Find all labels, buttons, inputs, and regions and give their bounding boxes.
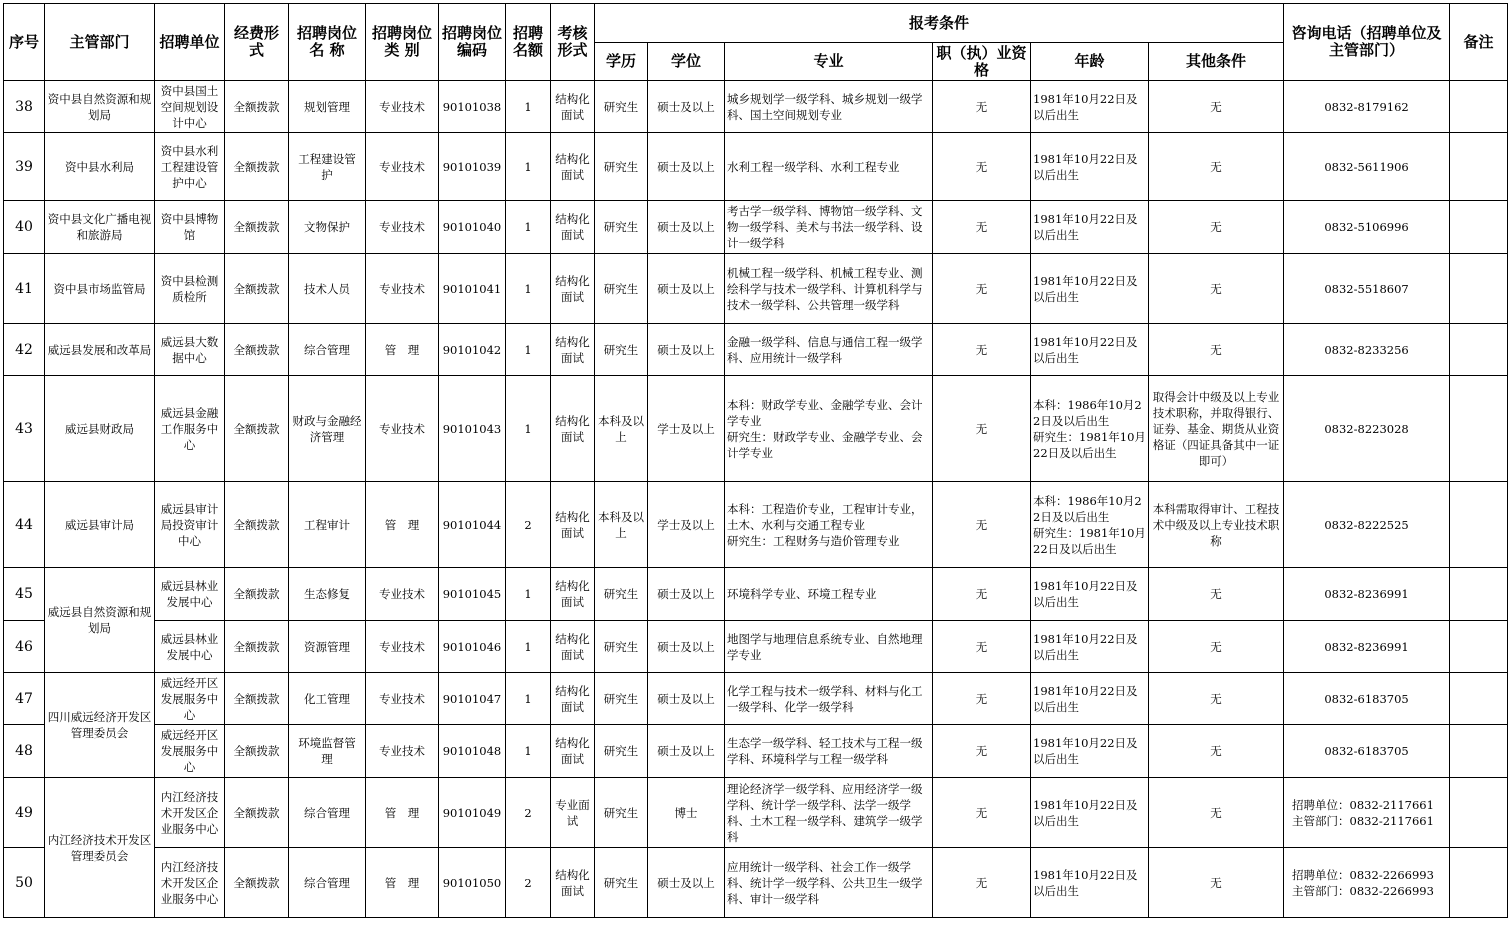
table-row [4,201,1508,254]
quota-cell: 1 [506,201,551,254]
funding-cell: 全额拨款 [225,324,289,376]
remark-cell [1450,376,1508,482]
unit-cell: 威远经开区发展服务中心 [155,673,225,725]
funding-cell: 全额拨款 [225,81,289,133]
degree-cell: 硕士及以上 [648,324,725,376]
post-code-cell: 90101041 [439,254,506,324]
quota-cell: 2 [506,482,551,568]
post-name-cell: 技术人员 [289,254,366,324]
other-cell: 无 [1149,81,1284,133]
dept-cell: 四川威远经济开发区管理委员会 [45,673,155,778]
education-cell: 本科及以上 [595,376,648,482]
dept-cell: 资中县自然资源和规划局 [45,81,155,133]
recruitment-table [3,3,1508,918]
phone-cell: 0832-8222525 [1284,482,1450,568]
other-cell: 取得会计中级及以上专业技术职称，并取得银行、证券、基金、期货从业资格证（四证具备其中一证即可） [1149,376,1284,482]
age-cell: 1981年10月22日及以后出生 [1031,673,1149,725]
other-cell: 无 [1149,848,1284,918]
education-cell: 研究生 [595,201,648,254]
header-exam: 考核形式 [551,4,595,81]
phone-cell: 0832-5518607 [1284,254,1450,324]
education-cell: 研究生 [595,725,648,778]
major-cell: 水利工程一级学科、水利工程专业 [725,133,933,201]
funding-cell: 全额拨款 [225,201,289,254]
degree-cell: 学士及以上 [648,482,725,568]
dept-cell: 威远县审计局 [45,482,155,568]
post-code-cell: 90101050 [439,848,506,918]
phone-cell: 0832-8236991 [1284,621,1450,673]
seq-cell: 44 [4,482,45,568]
header-other: 其他条件 [1149,43,1284,81]
funding-cell: 全额拨款 [225,725,289,778]
age-cell: 1981年10月22日及以后出生 [1031,621,1149,673]
post-name-cell: 财政与金融经济管理 [289,376,366,482]
seq-cell: 38 [4,81,45,133]
phone-cell: 0832-8236991 [1284,568,1450,621]
dept-cell: 资中县水利局 [45,133,155,201]
post-code-cell: 90101038 [439,81,506,133]
unit-cell: 内江经济技术开发区企业服务中心 [155,848,225,918]
exam-cell: 结构化面试 [551,376,595,482]
seq-cell: 39 [4,133,45,201]
post-name-cell: 综合管理 [289,778,366,848]
funding-cell: 全额拨款 [225,848,289,918]
header-unit: 招聘单位 [155,4,225,81]
post-type-cell: 管 理 [366,778,439,848]
exam-cell: 结构化面试 [551,254,595,324]
qualification-cell: 无 [933,133,1031,201]
quota-cell: 1 [506,81,551,133]
age-cell: 1981年10月22日及以后出生 [1031,254,1149,324]
degree-cell: 硕士及以上 [648,201,725,254]
remark-cell [1450,201,1508,254]
remark-cell [1450,725,1508,778]
education-cell: 研究生 [595,81,648,133]
other-cell: 无 [1149,324,1284,376]
dept-cell: 威远县发展和改革局 [45,324,155,376]
post-code-cell: 90101048 [439,725,506,778]
seq-cell: 42 [4,324,45,376]
header-quota: 招聘名额 [506,4,551,81]
seq-cell: 50 [4,848,45,918]
post-name-cell: 环境监督管 理 [289,725,366,778]
other-cell: 本科需取得审计、工程技术中级及以上专业技术职称 [1149,482,1284,568]
unit-cell: 资中县国土空间规划设计中心 [155,81,225,133]
post-type-cell: 专业技术 [366,133,439,201]
post-type-cell: 专业技术 [366,725,439,778]
header-remark: 备注 [1450,4,1508,81]
post-code-cell: 90101040 [439,201,506,254]
degree-cell: 硕士及以上 [648,133,725,201]
education-cell: 研究生 [595,324,648,376]
post-type-cell: 专业技术 [366,81,439,133]
other-cell: 无 [1149,621,1284,673]
post-type-cell: 专业技术 [366,201,439,254]
qualification-cell: 无 [933,621,1031,673]
post-name-cell: 化工管理 [289,673,366,725]
exam-cell: 结构化面试 [551,568,595,621]
table-row [4,848,1508,918]
post-code-cell: 90101047 [439,673,506,725]
table-row [4,133,1508,201]
quota-cell: 1 [506,673,551,725]
quota-cell: 2 [506,778,551,848]
header-degree: 学位 [648,43,725,81]
exam-cell: 结构化面试 [551,133,595,201]
header-dept: 主管部门 [45,4,155,81]
unit-cell: 资中县检测质检所 [155,254,225,324]
seq-cell: 43 [4,376,45,482]
table-body [4,81,1508,918]
funding-cell: 全额拨款 [225,673,289,725]
education-cell: 研究生 [595,673,648,725]
education-cell: 研究生 [595,621,648,673]
unit-cell: 威远经开区发展服务中心 [155,725,225,778]
other-cell: 无 [1149,254,1284,324]
funding-cell: 全额拨款 [225,376,289,482]
quota-cell: 1 [506,324,551,376]
table-row [4,725,1508,778]
post-type-cell: 管 理 [366,324,439,376]
age-cell: 1981年10月22日及以后出生 [1031,201,1149,254]
major-cell: 本科：财政学专业、金融学专业、会计学专业 研究生：财政学专业、金融学专业、会计学专业 [725,376,933,482]
education-cell: 研究生 [595,848,648,918]
seq-cell: 40 [4,201,45,254]
remark-cell [1450,482,1508,568]
exam-cell: 结构化面试 [551,482,595,568]
other-cell: 无 [1149,201,1284,254]
funding-cell: 全额拨款 [225,778,289,848]
phone-cell: 0832-6183705 [1284,673,1450,725]
post-code-cell: 90101039 [439,133,506,201]
degree-cell: 学士及以上 [648,376,725,482]
other-cell: 无 [1149,133,1284,201]
post-type-cell: 专业技术 [366,673,439,725]
dept-cell: 威远县财政局 [45,376,155,482]
header-phone: 咨询电话（招聘单位及主管部门） [1284,4,1450,81]
phone-cell: 0832-5106996 [1284,201,1450,254]
quota-cell: 1 [506,133,551,201]
post-code-cell: 90101049 [439,778,506,848]
major-cell: 环境科学专业、环境工程专业 [725,568,933,621]
header-seq: 序号 [4,4,45,81]
unit-cell: 威远县林业发展中心 [155,568,225,621]
post-name-cell: 综合管理 [289,848,366,918]
major-cell: 城乡规划学一级学科、城乡规划一级学科、国土空间规划专业 [725,81,933,133]
remark-cell [1450,133,1508,201]
header-conditions: 报考条件 [595,4,1284,43]
post-name-cell: 工程审计 [289,482,366,568]
header-major: 专业 [725,43,933,81]
unit-cell: 威远县审计局投资审计中心 [155,482,225,568]
post-name-cell: 工程建设管 护 [289,133,366,201]
other-cell: 无 [1149,778,1284,848]
qualification-cell: 无 [933,201,1031,254]
table-row [4,673,1508,725]
header-post-code: 招聘岗位编码 [439,4,506,81]
phone-cell: 0832-8233256 [1284,324,1450,376]
other-cell: 无 [1149,725,1284,778]
major-cell: 生态学一级学科、轻工技术与工程一级学科、环境科学与工程一级学科 [725,725,933,778]
degree-cell: 硕士及以上 [648,673,725,725]
age-cell: 本科：1986年10月22日及以后出生 研究生：1981年10月22日及以后出生 [1031,482,1149,568]
major-cell: 机械工程一级学科、机械工程专业、测绘科学与技术一级学科、计算机科学与技术一级学科、公共管理一级学科 [725,254,933,324]
remark-cell [1450,621,1508,673]
exam-cell: 结构化面试 [551,848,595,918]
phone-cell: 招聘单位：0832-2266993 主管部门：0832-2266993 [1284,848,1450,918]
qualification-cell: 无 [933,568,1031,621]
funding-cell: 全额拨款 [225,133,289,201]
age-cell: 1981年10月22日及以后出生 [1031,133,1149,201]
qualification-cell: 无 [933,376,1031,482]
post-type-cell: 专业技术 [366,376,439,482]
major-cell: 地图学与地理信息系统专业、自然地理学专业 [725,621,933,673]
phone-cell: 0832-6183705 [1284,725,1450,778]
remark-cell [1450,848,1508,918]
education-cell: 本科及以上 [595,482,648,568]
dept-cell: 资中县市场监管局 [45,254,155,324]
major-cell: 理论经济学一级学科、应用经济学一级学科、统计学一级学科、法学一级学科、土木工程一级学科、建筑学一级学科 [725,778,933,848]
header-education: 学历 [595,43,648,81]
post-type-cell: 管 理 [366,482,439,568]
exam-cell: 专业面试 [551,778,595,848]
seq-cell: 41 [4,254,45,324]
seq-cell: 46 [4,621,45,673]
phone-cell: 0832-5611906 [1284,133,1450,201]
age-cell: 1981年10月22日及以后出生 [1031,81,1149,133]
phone-cell: 招聘单位：0832-2117661 主管部门：0832-2117661 [1284,778,1450,848]
education-cell: 研究生 [595,568,648,621]
qualification-cell: 无 [933,482,1031,568]
remark-cell [1450,568,1508,621]
major-cell: 金融一级学科、信息与通信工程一级学科、应用统计一级学科 [725,324,933,376]
remark-cell [1450,254,1508,324]
funding-cell: 全额拨款 [225,482,289,568]
degree-cell: 硕士及以上 [648,848,725,918]
quota-cell: 1 [506,621,551,673]
funding-cell: 全额拨款 [225,254,289,324]
phone-cell: 0832-8179162 [1284,81,1450,133]
age-cell: 1981年10月22日及以后出生 [1031,568,1149,621]
post-name-cell: 资源管理 [289,621,366,673]
seq-cell: 47 [4,673,45,725]
table-row [4,482,1508,568]
post-type-cell: 专业技术 [366,568,439,621]
exam-cell: 结构化面试 [551,673,595,725]
major-cell: 本科：工程造价专业，工程审计专业，土木、水利与交通工程专业 研究生：工程财务与造价管理专业 [725,482,933,568]
remark-cell [1450,81,1508,133]
unit-cell: 资中县水利工程建设管护中心 [155,133,225,201]
table-row [4,254,1508,324]
qualification-cell: 无 [933,725,1031,778]
seq-cell: 45 [4,568,45,621]
major-cell: 考古学一级学科、博物馆一级学科、文物一级学科、美术与书法一级学科、设计一级学科 [725,201,933,254]
unit-cell: 威远县金融工作服务中心 [155,376,225,482]
age-cell: 本科：1986年10月22日及以后出生 研究生：1981年10月22日及以后出生 [1031,376,1149,482]
degree-cell: 硕士及以上 [648,254,725,324]
exam-cell: 结构化面试 [551,201,595,254]
education-cell: 研究生 [595,133,648,201]
quota-cell: 1 [506,725,551,778]
post-name-cell: 文物保护 [289,201,366,254]
other-cell: 无 [1149,568,1284,621]
education-cell: 研究生 [595,778,648,848]
header-post-name: 招聘岗位名 称 [289,4,366,81]
exam-cell: 结构化面试 [551,81,595,133]
table-row [4,376,1508,482]
unit-cell: 资中县博物馆 [155,201,225,254]
table-row [4,568,1508,621]
major-cell: 化学工程与技术一级学科、材料与化工一级学科、化学一级学科 [725,673,933,725]
exam-cell: 结构化面试 [551,324,595,376]
degree-cell: 硕士及以上 [648,725,725,778]
qualification-cell: 无 [933,673,1031,725]
funding-cell: 全额拨款 [225,568,289,621]
header-funding: 经费形式 [225,4,289,81]
degree-cell: 硕士及以上 [648,621,725,673]
age-cell: 1981年10月22日及以后出生 [1031,778,1149,848]
degree-cell: 硕士及以上 [648,81,725,133]
qualification-cell: 无 [933,254,1031,324]
quota-cell: 1 [506,254,551,324]
post-name-cell: 生态修复 [289,568,366,621]
seq-cell: 48 [4,725,45,778]
exam-cell: 结构化面试 [551,621,595,673]
post-code-cell: 90101046 [439,621,506,673]
table-row [4,621,1508,673]
remark-cell [1450,324,1508,376]
dept-cell: 威远县自然资源和规划局 [45,568,155,673]
post-type-cell: 专业技术 [366,621,439,673]
header-age: 年龄 [1031,43,1149,81]
age-cell: 1981年10月22日及以后出生 [1031,725,1149,778]
header-post-type: 招聘岗位类 别 [366,4,439,81]
seq-cell: 49 [4,778,45,848]
post-name-cell: 综合管理 [289,324,366,376]
unit-cell: 威远县大数据中心 [155,324,225,376]
remark-cell [1450,778,1508,848]
dept-cell: 内江经济技术开发区管理委员会 [45,778,155,918]
unit-cell: 内江经济技术开发区企业服务中心 [155,778,225,848]
post-type-cell: 管 理 [366,848,439,918]
major-cell: 应用统计一级学科、社会工作一级学科、统计学一级学科、公共卫生一级学科、审计一级学科 [725,848,933,918]
remark-cell [1450,673,1508,725]
degree-cell: 博士 [648,778,725,848]
post-code-cell: 90101042 [439,324,506,376]
post-code-cell: 90101045 [439,568,506,621]
phone-cell: 0832-8223028 [1284,376,1450,482]
post-name-cell: 规划管理 [289,81,366,133]
quota-cell: 1 [506,376,551,482]
other-cell: 无 [1149,673,1284,725]
funding-cell: 全额拨款 [225,621,289,673]
qualification-cell: 无 [933,848,1031,918]
exam-cell: 结构化面试 [551,725,595,778]
education-cell: 研究生 [595,254,648,324]
table-row [4,81,1508,133]
unit-cell: 威远县林业发展中心 [155,621,225,673]
post-type-cell: 专业技术 [366,254,439,324]
post-code-cell: 90101043 [439,376,506,482]
post-code-cell: 90101044 [439,482,506,568]
dept-cell: 资中县文化广播电视和旅游局 [45,201,155,254]
table-row [4,778,1508,848]
age-cell: 1981年10月22日及以后出生 [1031,848,1149,918]
table-row [4,324,1508,376]
header-qualification: 职（执）业资格 [933,43,1031,81]
qualification-cell: 无 [933,778,1031,848]
quota-cell: 2 [506,848,551,918]
qualification-cell: 无 [933,81,1031,133]
age-cell: 1981年10月22日及以后出生 [1031,324,1149,376]
degree-cell: 硕士及以上 [648,568,725,621]
qualification-cell: 无 [933,324,1031,376]
quota-cell: 1 [506,568,551,621]
